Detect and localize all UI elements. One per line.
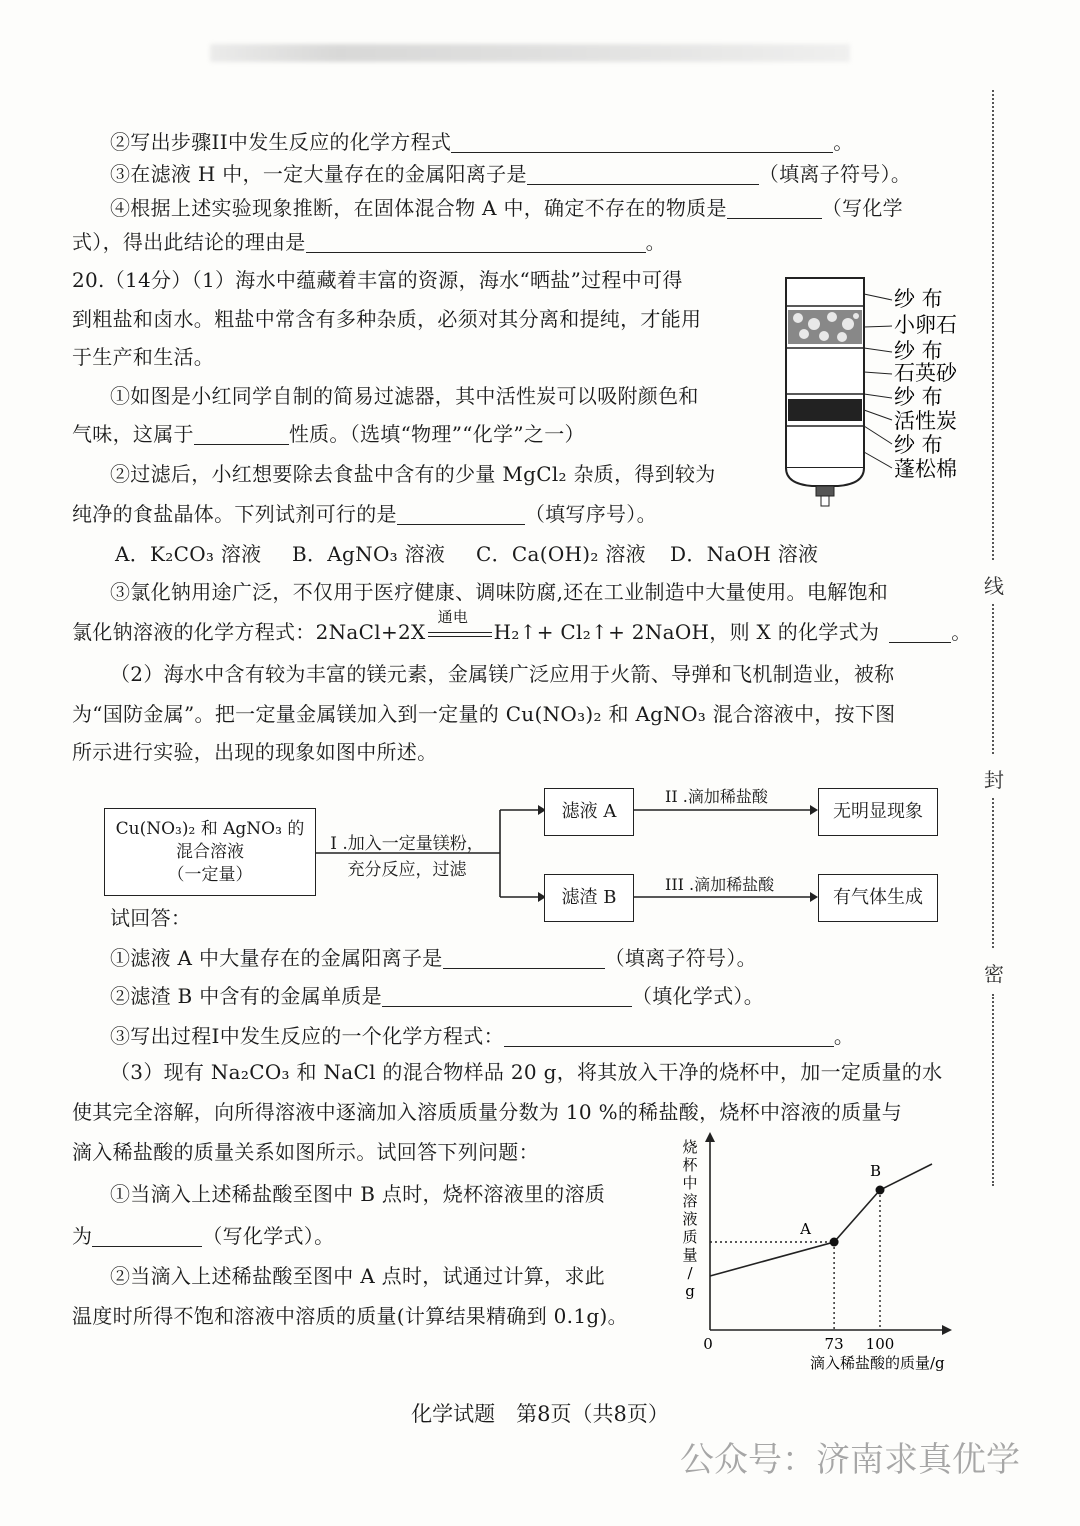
x-axis-label: 滴入稀盐酸的质量/g: [810, 1354, 945, 1372]
q20-p1-line2: 到粗盐和卤水。粗盐中常含有多种杂质，必须对其分离和提纯，才能用: [72, 307, 702, 331]
flow-residue-box: 滤渣 B: [544, 874, 634, 922]
y-axis-label: [682, 1138, 698, 1300]
side-char-line: 线: [984, 574, 1004, 598]
electrolysis-arrow: 通电: [428, 619, 492, 643]
flow-filtrate-box: 滤液 A: [544, 788, 634, 836]
flow-result3-box: 有气体生成: [818, 874, 938, 922]
x-tick-73: 73: [824, 1335, 844, 1353]
binding-line-2: [992, 604, 994, 754]
y-axis-arrow: [705, 1132, 715, 1142]
x-tick-100: 100: [865, 1335, 895, 1353]
flow-start-line1: Cu(NO₃)₂ 和 AgNO₃ 的: [115, 818, 305, 839]
filter-label-4: 石英砂: [894, 361, 957, 385]
q20-p2-line1: （2）海水中含有较为丰富的镁元素，金属镁广泛应用于火箭、导弹和飞机制造业，被称: [110, 662, 895, 686]
flow-step1: [322, 832, 492, 882]
option-c: C．Ca(OH)₂ 溶液: [476, 542, 646, 566]
flow-step3: III .滴加稀盐酸: [665, 875, 775, 894]
q20-p2-line2: 为“国防金属”。把一定量金属镁加入到一定量的 Cu(NO₃)₂ 和 AgNO₃ 混合溶液中，按下图: [72, 702, 896, 726]
flow-start-line2: 混合溶液: [176, 841, 244, 862]
flow-start-line3: （一定量）: [167, 864, 253, 885]
side-char-seal: 封: [984, 768, 1004, 792]
point-a: [830, 1238, 839, 1247]
page-footer: 化学试题 第8页（共8页）: [411, 1402, 669, 1426]
q20-b1-line1: ①当滴入上述稀盐酸至图中 B 点时，烧杯溶液里的溶质: [110, 1182, 606, 1206]
binding-line-3: [992, 798, 994, 948]
filter-label-3: 纱 布: [894, 339, 943, 363]
flow-step1-line1: I .加入一定量镁粉，: [330, 834, 484, 854]
y-axis-label-char: 中: [682, 1174, 698, 1192]
header-smudge: [210, 44, 850, 62]
q20-p3-line2: 使其完全溶解，向所得溶液中逐滴加入溶质质量分数为 10 %的稀盐酸，烧杯中溶液的质量与: [72, 1100, 903, 1124]
filter-label-6: 活性炭: [894, 409, 957, 433]
ask-label: 试回答：: [110, 906, 192, 930]
q20-p3-line3: 滴入稀盐酸的质量关系如图所示。试回答下列问题：: [72, 1140, 539, 1164]
carbon-layer: [788, 399, 862, 421]
filter-label-7: 纱 布: [894, 433, 943, 457]
q20-header: 20.（14分）（1）海水中蕴藏着丰富的资源，海水“晒盐”过程中可得: [72, 268, 683, 292]
q19-line-2: ②写出步骤II中发生反应的化学方程式 。: [110, 130, 854, 154]
q20-q2-line1: ②过滤后，小红想要除去食盐中含有的少量 MgCl₂ 杂质，得到较为: [110, 462, 716, 486]
flow-result2-box: 无明显现象: [818, 788, 938, 836]
origin-label: 0: [703, 1335, 713, 1353]
series-line: [710, 1164, 932, 1276]
option-b: B．AgNO₃ 溶液: [292, 542, 446, 566]
q20-q1-line1: ①如图是小红同学自制的简易过滤器，其中活性炭可以吸附颜色和: [110, 384, 699, 408]
y-axis-label-char: 液: [682, 1210, 698, 1228]
q19-line-4: ④根据上述实验现象推断，在固体混合物 A 中，确定不存在的物质是 （写化学: [110, 196, 903, 220]
filter-diagram: [760, 272, 975, 508]
q19-line-3: ③在滤液 H 中，一定大量存在的金属阳离子是 （填离子符号）。: [110, 162, 912, 186]
flow-answer-3: ③写出过程I中发生反应的一个化学方程式： 。: [110, 1024, 855, 1048]
y-axis-label-char: 烧: [682, 1138, 698, 1156]
flow-answer-2: ②滤渣 B 中含有的金属单质是 （填化学式）。: [110, 984, 765, 1008]
y-axis-label-char: 质: [682, 1228, 698, 1246]
x-axis-arrow: [942, 1325, 952, 1335]
option-a: A．K₂CO₃ 溶液: [115, 542, 262, 566]
filter-label-5: 纱 布: [894, 385, 943, 409]
q20-b2-line1: ②当滴入上述稀盐酸至图中 A 点时，试通过计算，求此: [110, 1264, 605, 1288]
point-b: [876, 1186, 885, 1195]
flow-step2: II .滴加稀盐酸: [665, 787, 768, 806]
y-axis-label-char: 杯: [682, 1156, 698, 1174]
filter-label-2: 小卵石: [894, 313, 957, 337]
q20-b1-line2: 为 （写化学式）。: [72, 1224, 335, 1248]
flow-step1-line2: 充分反应，过滤: [347, 860, 467, 880]
side-char-secret: 密: [984, 962, 1004, 986]
q20-p1-line3: 于生产和生活。: [72, 345, 215, 369]
filter-label-8: 蓬松棉: [894, 457, 957, 481]
flow-answer-1: ①滤液 A 中大量存在的金属阳离子是 （填离子符号）。: [110, 946, 757, 970]
option-d: D．NaOH 溶液: [670, 542, 819, 566]
q20-q1-line2: 气味，这属于 性质。（选填“物理”“化学”之一）: [72, 422, 585, 446]
point-b-label: B: [870, 1162, 882, 1180]
y-axis-label-char: g: [685, 1282, 695, 1300]
y-axis-label-char: 溶: [682, 1192, 698, 1210]
binding-line-1: [992, 90, 994, 560]
q19-line-5: 式），得出此结论的理由是 。: [72, 230, 666, 254]
binding-line-4: [992, 994, 994, 1186]
watermark: 公众号：济南求真优学: [680, 1440, 1020, 1480]
mass-chart: [676, 1130, 966, 1380]
filter-label-1: 纱 布: [894, 287, 943, 311]
flow-start-box: [104, 808, 316, 896]
q20-q2-line2: 纯净的食盐晶体。下列试剂可行的是 （填写序号）。: [72, 502, 657, 526]
q20-q3-line2: 氯化钠溶液的化学方程式：2NaCl+2X 通电 H₂↑+ Cl₂↑+ 2NaOH，则 X 的化学式为 。: [72, 608, 972, 644]
q20-p2-line3: 所示进行实验，出现的现象如图中所述。: [72, 740, 438, 764]
y-axis-label-char: 量: [682, 1246, 698, 1264]
q20-q3-line1: ③氯化钠用途广泛，不仅用于医疗健康、调味防腐,还在工业制造中大量使用。电解饱和: [110, 580, 889, 604]
q20-p3-line1: （3）现有 Na₂CO₃ 和 NaCl 的混合物样品 20 g，将其放入干净的烧杯中，加一定质量的水: [110, 1060, 943, 1084]
point-a-label: A: [800, 1220, 811, 1238]
y-axis-label-char: /: [687, 1264, 693, 1282]
q20-b2-line2: 温度时所得不饱和溶液中溶质的质量(计算结果精确到 0.1g)。: [72, 1304, 628, 1328]
